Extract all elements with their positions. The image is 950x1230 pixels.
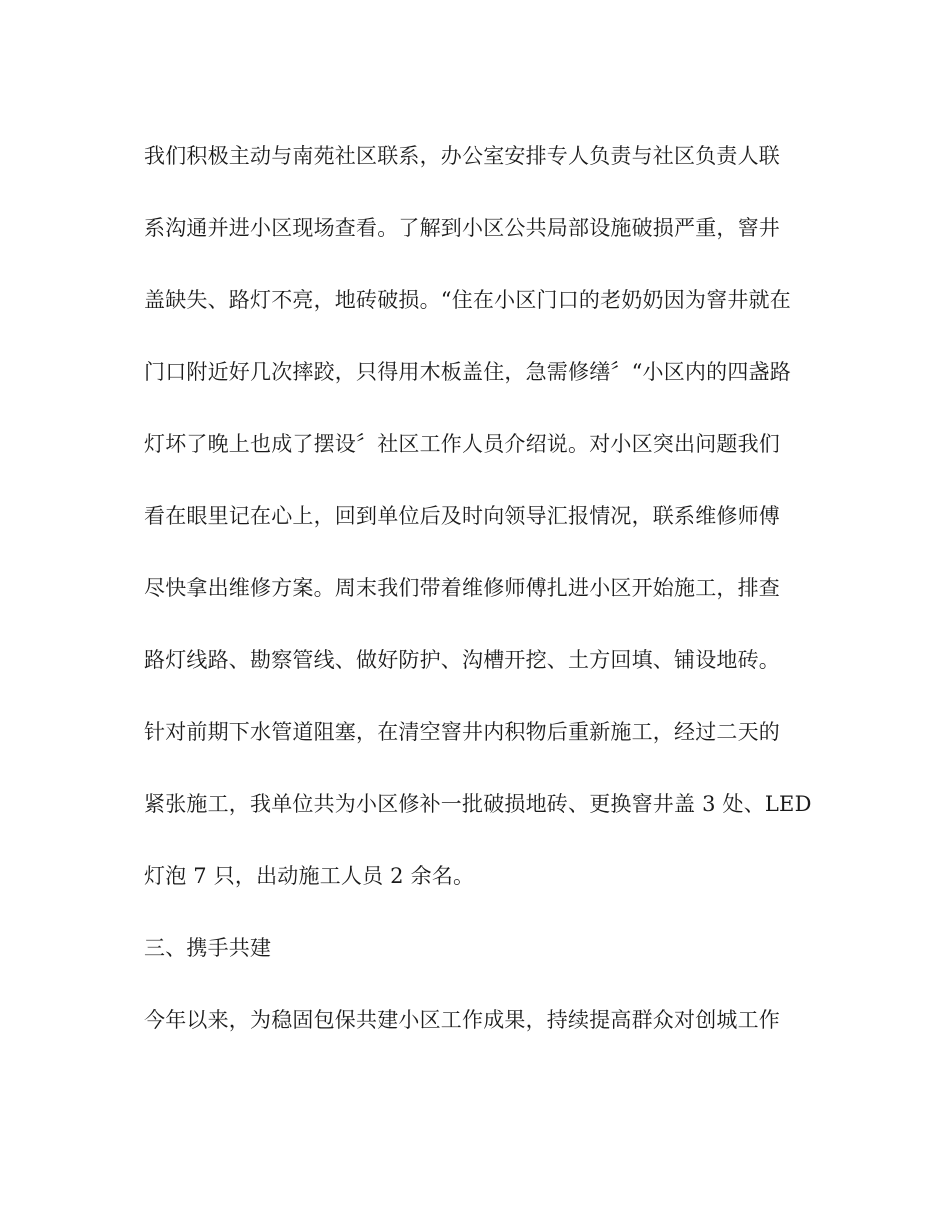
paragraph-line: 今年以来，为稳固包保共建小区工作成果，持续提高群众对创城工作 (144, 1008, 780, 1032)
paragraph-line: 盖缺失、路灯不亮，地砖破损。“住在小区门口的老奶奶因为窨井就在 (144, 288, 791, 312)
paragraph-line: 路灯线路、勘察管线、做好防护、沟槽开挖、土方回填、铺设地砖。 (144, 648, 780, 672)
section-heading: 三、携手共建 (144, 936, 272, 960)
paragraph-line: 灯泡 7 只，出动施工人员 2 余名。 (144, 864, 475, 888)
paragraph-line: 针对前期下水管道阻塞，在清空窨井内积物后重新施工，经过二天的 (144, 720, 780, 744)
paragraph-line: 门口附近好几次摔跤，只得用木板盖住，急需修缮〞“小区内的四盏路 (144, 360, 791, 384)
paragraph-line: 紧张施工，我单位共为小区修补一批破损地砖、更换窨井盖 3 处、LED (144, 792, 812, 816)
paragraph-line: 我们积极主动与南苑社区联系，办公室安排专人负责与社区负责人联 (144, 144, 780, 168)
paragraph-line: 看在眼里记在心上，回到单位后及时向领导汇报情况，联系维修师傅 (144, 504, 780, 528)
paragraph-line: 尽快拿出维修方案。周末我们带着维修师傅扎进小区开始施工，排查 (144, 576, 780, 600)
paragraph-line: 系沟通并进小区现场查看。了解到小区公共局部设施破损严重，窨井 (144, 216, 780, 240)
paragraph-line: 灯坏了晚上也成了摆设〞社区工作人员介绍说。对小区突出问题我们 (144, 432, 780, 456)
